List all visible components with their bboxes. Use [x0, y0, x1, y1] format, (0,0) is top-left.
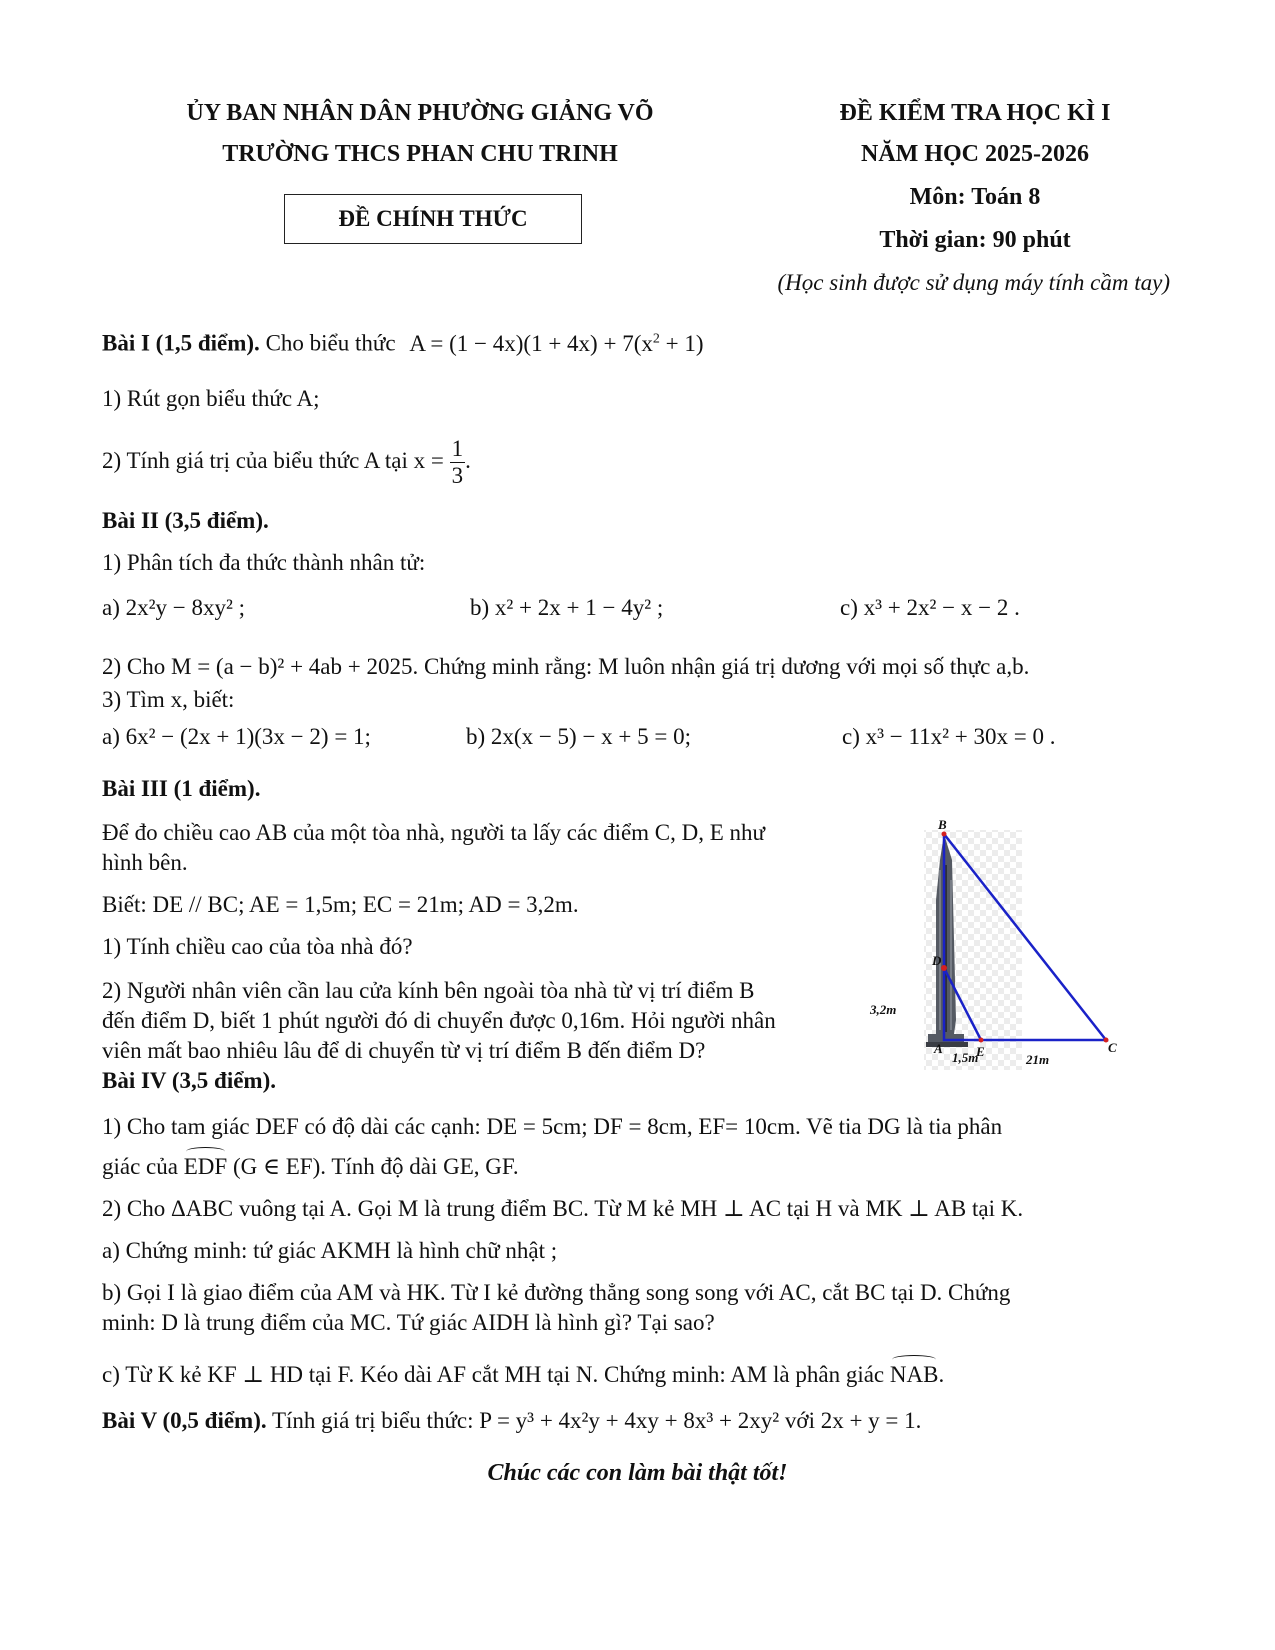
header-right-line2: NĂM HỌC 2025-2026	[861, 141, 1089, 167]
label-EC-length: 21m	[1026, 1052, 1050, 1067]
bai2-q3c: c) x³ − 11x² + 30x = 0 .	[842, 724, 1056, 749]
official-box: ĐỀ CHÍNH THỨC	[284, 194, 582, 244]
bai4-q1-line2: giác của EDF (G ∈ EF). Tính độ dài GE, GF.	[102, 1152, 519, 1182]
exam-time: Thời gian: 90 phút	[879, 227, 1071, 253]
bai4-q1-line1: 1) Cho tam giác DEF có độ dài các cạnh: DE = 5cm; DF = 8cm, EF= 10cm. Vẽ tia DG là tia phân	[102, 1114, 1003, 1139]
bai3-q2-line1: 2) Người nhân viên cần lau cửa kính bên ngoài tòa nhà từ vị trí điểm B	[102, 978, 755, 1003]
label-A: A	[934, 1041, 943, 1056]
label-E: E	[976, 1044, 985, 1059]
angle-EDF: EDF	[184, 1152, 227, 1182]
label-B: B	[938, 817, 947, 832]
point-B	[942, 832, 947, 837]
bai5-expression: P = y³ + 4x²y + 4xy + 8x³ + 2xy²	[479, 1408, 780, 1433]
label-AD-length: 3,2m	[870, 1002, 897, 1017]
bai3-title: Bài III (1 điểm).	[102, 776, 261, 801]
bai2-q3: 3) Tìm x, biết:	[102, 687, 235, 712]
bai2-q1b: b) x² + 2x + 1 − 4y² ;	[470, 595, 664, 620]
bai3-q2-line2: đến điểm D, biết 1 phút người đó di chuyển được 0,16m. Hỏi người nhân	[102, 1008, 776, 1033]
point-E	[979, 1038, 984, 1043]
bai4-q2c: c) Từ K kẻ KF ⊥ HD tại F. Kéo dài AF cắt MH tại N. Chứng minh: AM là phân giác NAB.	[102, 1360, 944, 1390]
bai2-title: Bài II (3,5 điểm).	[102, 508, 269, 533]
bai4-title: Bài IV (3,5 điểm).	[102, 1068, 276, 1093]
subject: Môn: Toán 8	[909, 184, 1041, 210]
bai2-q3b: b) 2x(x − 5) − x + 5 = 0;	[466, 724, 692, 749]
building-figure	[870, 817, 1130, 1076]
bai3-q2-line3: viên mất bao nhiêu lâu để di chuyển từ vị trí điểm B đến điểm D?	[102, 1038, 706, 1063]
header-left-line1: ỦY BAN NHÂN DÂN PHƯỜNG GIẢNG VÕ	[186, 100, 654, 126]
label-D: D	[932, 953, 942, 968]
bai1-statement	[102, 324, 704, 359]
calculator-note: (Học sinh được sử dụng máy tính cầm tay)	[777, 270, 1170, 295]
closing-message: Chúc các con làm bài thật tốt!	[487, 1460, 788, 1486]
label-AE-length: 1,5m	[952, 1050, 979, 1065]
bai5-title: Bài V (0,5 điểm).	[102, 1408, 267, 1433]
bai5-statement: Bài V (0,5 điểm). Tính giá trị biểu thức: P = y³ + 4x²y + 4xy + 8x³ + 2xy² với 2x + y = 1.	[102, 1408, 922, 1433]
bai1-q1: 1) Rút gọn biểu thức A;	[102, 386, 320, 411]
bai2-q2: 2) Cho M = (a − b)² + 4ab + 2025. Chứng minh rằng: M luôn nhận giá trị dương với mọi số thực a,b.	[102, 654, 1030, 679]
bai2-q3a: a) 6x² − (2x + 1)(3x − 2) = 1;	[102, 724, 371, 749]
header-right-line1: ĐỀ KIỂM TRA HỌC KÌ I	[839, 100, 1111, 126]
bai1-intro: Cho biểu thức	[265, 330, 396, 356]
header-left-line2: TRƯỜNG THCS PHAN CHU TRINH	[222, 141, 618, 167]
point-D	[941, 965, 947, 971]
bai3-p1b: hình bên.	[102, 850, 188, 875]
bai1-expression: $A = (1 - 4x)(1 + 4x) + 7(x^2 + 1)$	[409, 330, 704, 356]
bai1-q2: 2) Tính giá trị của biểu thức A tại x = $\frac{1}{3}$ .	[102, 436, 471, 489]
bai4-q2: 2) Cho ΔABC vuông tại A. Gọi M là trung điểm BC. Từ M kẻ MH ⊥ AC tại H và MK ⊥ AB tại K.	[102, 1196, 1024, 1221]
bai4-q2b-line2: minh: D là trung điểm của MC. Tứ giác AIDH là hình gì? Tại sao?	[102, 1310, 715, 1335]
bai2-q1c: c) x³ + 2x² − x − 2 .	[840, 595, 1020, 620]
bai4-q2a: a) Chứng minh: tứ giác AKMH là hình chữ nhật ;	[102, 1238, 558, 1263]
angle-NAB: NAB	[890, 1360, 939, 1390]
bai3-p1: Để đo chiều cao AB của một tòa nhà, người ta lấy các điểm C, D, E như	[102, 820, 766, 845]
bai3-given: Biết: DE // BC; AE = 1,5m; EC = 21m; AD = 3,2m.	[102, 892, 579, 917]
bai2-q1a: a) 2x²y − 8xy² ;	[102, 595, 246, 620]
label-C: C	[1108, 1040, 1117, 1055]
bai1-title: Bài I (1,5 điểm).	[102, 330, 260, 356]
fraction-one-third: $\frac{1}{3}$	[451, 436, 464, 489]
bai3-q1: 1) Tính chiều cao của tòa nhà đó?	[102, 934, 413, 959]
bai2-q1: 1) Phân tích đa thức thành nhân tử:	[102, 550, 426, 575]
bai4-q2b-line1: b) Gọi I là giao điểm của AM và HK. Từ I kẻ đường thẳng song song với AC, cắt BC tại D. Chứng	[102, 1280, 1011, 1305]
